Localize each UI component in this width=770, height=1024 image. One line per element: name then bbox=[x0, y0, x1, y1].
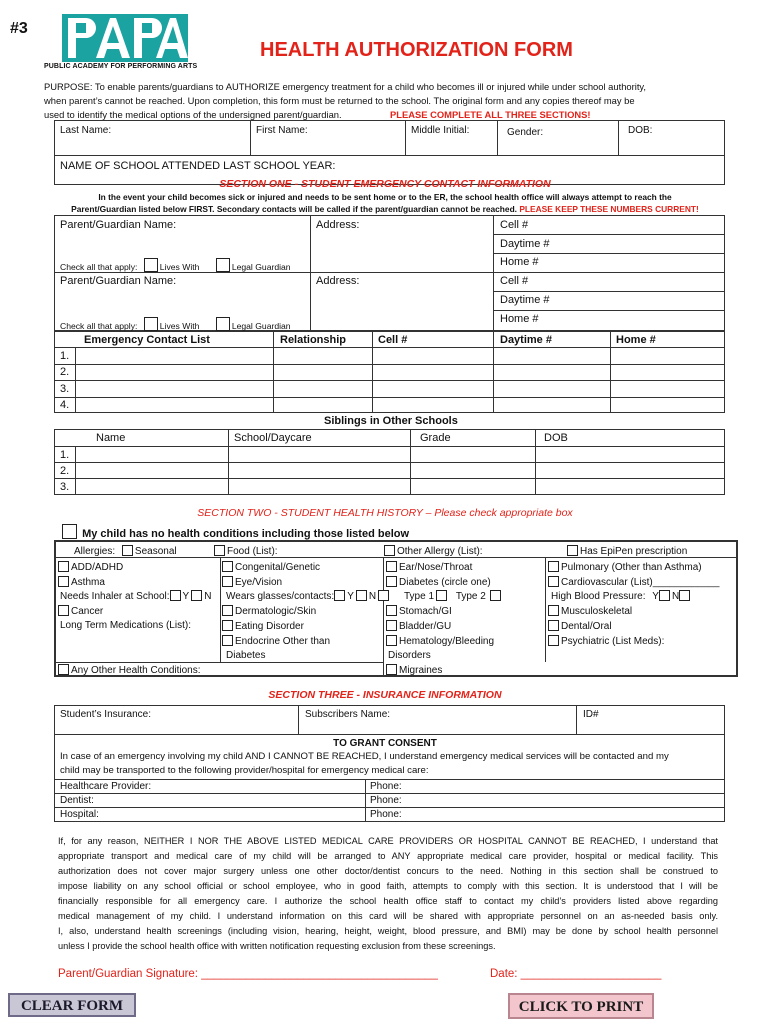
consent-line-2: child may be transported to the following provider/hospital for emergency medical care: bbox=[60, 765, 429, 776]
section-three-heading: SECTION THREE - INSURANCE INFORMATION bbox=[268, 689, 502, 701]
insurance-id-field[interactable]: ID# bbox=[583, 709, 599, 720]
purpose-line-1: PURPOSE: To enable parents/guardians to AUTHORIZE emergency treatment for a child who becomes ill or injured while under school authority, bbox=[44, 81, 647, 92]
guardian-1-checks bbox=[60, 258, 291, 273]
inhaler-yes-checkbox[interactable] bbox=[170, 590, 181, 601]
food-row bbox=[214, 545, 278, 558]
asthma-checkbox[interactable] bbox=[58, 576, 69, 587]
contact-row-1[interactable]: 1. bbox=[60, 350, 70, 362]
endocrine-label: Endocrine Other than bbox=[235, 636, 331, 647]
musculoskeletal-checkbox[interactable] bbox=[548, 605, 559, 616]
guardian-2-cell[interactable]: Cell # bbox=[500, 275, 529, 287]
bladder-label: Bladder/GU bbox=[399, 621, 452, 632]
hospital-field[interactable]: Hospital: bbox=[60, 809, 99, 820]
guardian-2-name[interactable]: Parent/Guardian Name: bbox=[60, 275, 177, 287]
agreement-line: If, for any reason, NEITHER I NOR THE ABOVE LISTED MEDICAL CARE PROVIDERS OR HOSPITAL CANNOT BE REACHED, I understand that bbox=[58, 836, 718, 846]
diabetes-label: Diabetes (circle one) bbox=[399, 577, 491, 588]
middle-initial-field[interactable]: Middle Initial: bbox=[411, 125, 470, 136]
gender-field[interactable]: Gender: bbox=[507, 127, 544, 138]
no-label: N bbox=[368, 591, 377, 602]
ent-checkbox[interactable] bbox=[386, 561, 397, 572]
other-conditions-label: Any Other Health Conditions: bbox=[71, 665, 201, 676]
congenital-label: Congenital/Genetic bbox=[235, 562, 321, 573]
section-one-intro-2 bbox=[0, 203, 770, 215]
first-name-field[interactable]: First Name: bbox=[256, 125, 308, 136]
endocrine-checkbox[interactable] bbox=[222, 635, 233, 646]
section-two-heading: SECTION TWO - STUDENT HEALTH HISTORY – Please check appropriate box bbox=[197, 507, 573, 519]
contact-header-home: Home # bbox=[616, 334, 656, 346]
dob-field[interactable]: DOB: bbox=[628, 125, 653, 136]
cardiovascular-checkbox[interactable] bbox=[548, 576, 559, 587]
legal-guardian-label: Legal Guardian bbox=[231, 321, 291, 331]
stomach-label: Stomach/GI bbox=[399, 606, 452, 617]
yes-label: Y bbox=[182, 591, 190, 602]
dental-label: Dental/Oral bbox=[561, 621, 612, 632]
inhaler-no-checkbox[interactable] bbox=[191, 590, 202, 601]
agreement-text bbox=[58, 834, 718, 954]
agreement-line: unless I provide the school health office with written notification requesting exclusion from these screenings. bbox=[58, 941, 496, 951]
diabetes-type-row bbox=[404, 590, 503, 603]
type-1-checkbox[interactable] bbox=[436, 590, 447, 601]
check-all-label: Check all that apply: bbox=[60, 321, 138, 331]
stomach-checkbox[interactable] bbox=[386, 605, 397, 616]
hospital-phone-field[interactable]: Phone: bbox=[370, 809, 402, 820]
bp-no-checkbox[interactable] bbox=[679, 590, 690, 601]
purpose-line-3: used to identify the medical options of the undersigned parent/guardian. bbox=[44, 109, 342, 120]
purpose-line-2: when parent’s cannot be reached. Upon completion, this form must be returned to the school. The original form and any copies thereof may be bbox=[44, 95, 635, 106]
guardian-1-name[interactable]: Parent/Guardian Name: bbox=[60, 219, 177, 231]
epipen-label: Has EpiPen prescription bbox=[580, 546, 688, 557]
dentist-phone-field[interactable]: Phone: bbox=[370, 795, 402, 806]
agreement-line: impose liability on any school official or school employee, who in good faith, attempts to comply with this section. It is understood that I will be bbox=[58, 881, 718, 891]
contact-header-relationship: Relationship bbox=[280, 334, 347, 346]
siblings-title: Siblings in Other Schools bbox=[324, 415, 458, 427]
last-name-field[interactable]: Last Name: bbox=[60, 125, 112, 136]
food-label: Food (List): bbox=[227, 546, 278, 557]
contact-row-2[interactable]: 2. bbox=[60, 366, 70, 378]
agreement-line: financially responsible for all emergency care. I authorize the school health office staff to contact my child’s providers listed above regarding bbox=[58, 896, 718, 906]
contact-row-3[interactable]: 3. bbox=[60, 383, 70, 395]
lives-with-checkbox[interactable] bbox=[144, 258, 158, 272]
seasonal-label: Seasonal bbox=[134, 546, 177, 557]
provider-phone-field[interactable]: Phone: bbox=[370, 781, 402, 792]
guardian-2-checks bbox=[60, 317, 291, 332]
allergies-label: Allergies: bbox=[74, 546, 116, 557]
student-info-box bbox=[54, 120, 725, 185]
section-one-intro-1: In the event your child becomes sick or injured and needs to be sent home or to the ER, the school health office will always attempt to reach the bbox=[98, 192, 672, 202]
section-one-heading: SECTION ONE - STUDENT EMERGENCY CONTACT INFORMATION bbox=[219, 178, 551, 190]
no-conditions-label: My child has no health conditions including those listed below bbox=[82, 528, 410, 540]
lives-with-label: Lives With bbox=[159, 321, 200, 331]
hematology-checkbox[interactable] bbox=[386, 635, 397, 646]
lives-with-checkbox[interactable] bbox=[144, 317, 158, 331]
sibling-header-name: Name bbox=[96, 432, 126, 444]
guardian-1-daytime[interactable]: Daytime # bbox=[500, 238, 550, 250]
agreement-line: authorization does not cover major surgery unless one other doctor/dentist concurs to the need. Nothing in this section shall be construed to bbox=[58, 866, 718, 876]
add-adhd-label: ADD/ADHD bbox=[71, 562, 124, 573]
school-last-year-field[interactable]: NAME OF SCHOOL ATTENDED LAST SCHOOL YEAR: bbox=[60, 160, 336, 172]
yes-label: Y bbox=[652, 591, 659, 602]
glasses-no-checkbox[interactable] bbox=[356, 590, 367, 601]
eating-disorder-checkbox[interactable] bbox=[222, 620, 233, 631]
migraines-label: Migraines bbox=[399, 665, 443, 676]
cancer-checkbox[interactable] bbox=[58, 605, 69, 616]
contact-header-daytime: Daytime # bbox=[500, 334, 552, 346]
bladder-checkbox[interactable] bbox=[386, 620, 397, 631]
eye-vision-checkbox[interactable] bbox=[222, 576, 233, 587]
no-label: N bbox=[204, 591, 212, 602]
type-2-checkbox[interactable] bbox=[490, 590, 501, 601]
sibling-header-school: School/Daycare bbox=[234, 432, 312, 444]
blood-pressure-row bbox=[551, 590, 692, 603]
guardian-1-home[interactable]: Home # bbox=[500, 256, 539, 268]
other-allergy-label: Other Allergy (List): bbox=[397, 546, 483, 557]
other-allergy-row bbox=[384, 545, 483, 558]
papa-logo bbox=[44, 14, 198, 74]
allergies-row bbox=[74, 545, 177, 558]
psychiatric-checkbox[interactable] bbox=[548, 635, 559, 646]
print-button[interactable]: CLICK TO PRINT bbox=[508, 993, 654, 1019]
contact-row-4[interactable]: 4. bbox=[60, 399, 70, 411]
cardiovascular-label: Cardiovascular (List)____________ bbox=[561, 577, 720, 588]
other-conditions-checkbox[interactable] bbox=[58, 664, 69, 675]
sibling-row-2[interactable]: 2. bbox=[60, 465, 70, 477]
glasses-extra-checkbox[interactable] bbox=[378, 590, 389, 601]
check-all-label: Check all that apply: bbox=[60, 262, 138, 272]
no-conditions-checkbox[interactable] bbox=[62, 524, 77, 539]
guardian-2-daytime[interactable]: Daytime # bbox=[500, 294, 550, 306]
guardian-box bbox=[54, 215, 725, 331]
eye-vision-label: Eye/Vision bbox=[235, 577, 283, 588]
pulmonary-label: Pulmonary (Other than Asthma) bbox=[561, 562, 702, 573]
guardian-2-home[interactable]: Home # bbox=[500, 313, 539, 325]
blood-pressure-label: High Blood Pressure: bbox=[551, 591, 646, 602]
dentist-field[interactable]: Dentist: bbox=[60, 795, 94, 806]
epipen-checkbox[interactable] bbox=[567, 545, 578, 556]
sibling-header-dob: DOB bbox=[544, 432, 568, 444]
date-field[interactable]: Date: ______________________ bbox=[490, 968, 662, 980]
no-label: N bbox=[671, 591, 680, 602]
legal-guardian-label: Legal Guardian bbox=[231, 262, 291, 272]
consent-title: TO GRANT CONSENT bbox=[333, 738, 437, 749]
guardian-1-cell[interactable]: Cell # bbox=[500, 219, 529, 231]
musculoskeletal-label: Musculoskeletal bbox=[561, 606, 633, 617]
lives-with-label: Lives With bbox=[159, 262, 200, 272]
type-1-label[interactable]: Type 1 bbox=[404, 591, 435, 602]
agreement-line: appropriate transport and medical care of my child will be arranged to ANY appropriate medical care provider, hospital or medical facility. This bbox=[58, 851, 718, 861]
glasses-label: Wears glasses/contacts: bbox=[226, 591, 335, 602]
dermatologic-label: Dermatologic/Skin bbox=[235, 606, 317, 617]
legal-guardian-checkbox[interactable] bbox=[216, 258, 230, 272]
pulmonary-checkbox[interactable] bbox=[548, 561, 559, 572]
long-term-meds-field[interactable]: Long Term Medications (List): bbox=[60, 620, 191, 631]
hematology-label-2: Disorders bbox=[388, 650, 431, 661]
papa-logo-subtitle: PUBLIC ACADEMY FOR PERFORMING ARTS bbox=[44, 63, 198, 70]
student-insurance-field[interactable]: Student’s Insurance: bbox=[60, 709, 151, 720]
contact-header-name: Emergency Contact List bbox=[84, 334, 210, 346]
add-adhd-checkbox[interactable] bbox=[58, 561, 69, 572]
subscriber-name-field[interactable]: Subscribers Name: bbox=[305, 709, 391, 720]
food-checkbox[interactable] bbox=[214, 545, 225, 556]
yes-label: Y bbox=[347, 591, 354, 602]
epipen-row bbox=[567, 545, 687, 558]
no-conditions-row bbox=[62, 524, 409, 541]
cancer-label: Cancer bbox=[71, 606, 104, 617]
legal-guardian-checkbox[interactable] bbox=[216, 317, 230, 331]
type-2-label[interactable]: Type 2 bbox=[455, 591, 486, 602]
guardian-1-address[interactable]: Address: bbox=[316, 219, 360, 231]
contact-header-cell: Cell # bbox=[378, 334, 408, 346]
sibling-row-1[interactable]: 1. bbox=[60, 449, 70, 461]
page-title: HEALTH AUTHORIZATION FORM bbox=[260, 39, 573, 61]
agreement-line: I, also, understand health screenings (including vision, hearing, height, weight, blood pressure, and BMI) may be done by school health personnel bbox=[58, 926, 718, 936]
migraines-checkbox[interactable] bbox=[386, 664, 397, 675]
sibling-row-3[interactable]: 3. bbox=[60, 481, 70, 493]
diabetes-checkbox[interactable] bbox=[386, 576, 397, 587]
clear-form-button[interactable]: CLEAR FORM bbox=[8, 993, 136, 1017]
bp-yes-checkbox[interactable] bbox=[659, 590, 670, 601]
endocrine-label-2: Diabetes bbox=[226, 650, 266, 661]
section-one-intro-text: Parent/Guardian listed below FIRST. Secondary contacts will be called if the parent/guardian cannot be reached. bbox=[71, 204, 518, 214]
signature-field[interactable]: Parent/Guardian Signature: _____________________________________ bbox=[58, 968, 438, 980]
seasonal-checkbox[interactable] bbox=[122, 545, 133, 556]
section-one-notice: PLEASE KEEP THESE NUMBERS CURRENT! bbox=[519, 204, 699, 214]
hematology-label: Hematology/Bleeding bbox=[399, 636, 495, 647]
sibling-header-grade: Grade bbox=[420, 432, 451, 444]
psychiatric-label: Psychiatric (List Meds): bbox=[561, 636, 665, 647]
congenital-checkbox[interactable] bbox=[222, 561, 233, 572]
eating-disorder-label: Eating Disorder bbox=[235, 621, 304, 632]
asthma-label: Asthma bbox=[71, 577, 105, 588]
other-allergy-checkbox[interactable] bbox=[384, 545, 395, 556]
inhaler-label: Needs Inhaler at School: bbox=[60, 591, 170, 602]
healthcare-provider-field[interactable]: Healthcare Provider: bbox=[60, 781, 152, 792]
dental-checkbox[interactable] bbox=[548, 620, 559, 631]
ent-label: Ear/Nose/Throat bbox=[399, 562, 473, 573]
dermatologic-checkbox[interactable] bbox=[222, 605, 233, 616]
form-number: #3 bbox=[10, 20, 28, 37]
inhaler-row bbox=[60, 590, 211, 603]
guardian-2-address[interactable]: Address: bbox=[316, 275, 360, 287]
glasses-yes-checkbox[interactable] bbox=[334, 590, 345, 601]
agreement-line: medical management of my child. I understand information on this card will be shared with appropriate personnel on an as-needed basis only. bbox=[58, 911, 718, 921]
glasses-row bbox=[226, 590, 391, 603]
consent-line-1: In case of an emergency involving my child AND I CANNOT BE REACHED, I understand emergency medical services will be contacted and my bbox=[60, 751, 669, 762]
purpose-notice: PLEASE COMPLETE ALL THREE SECTIONS! bbox=[390, 109, 591, 120]
